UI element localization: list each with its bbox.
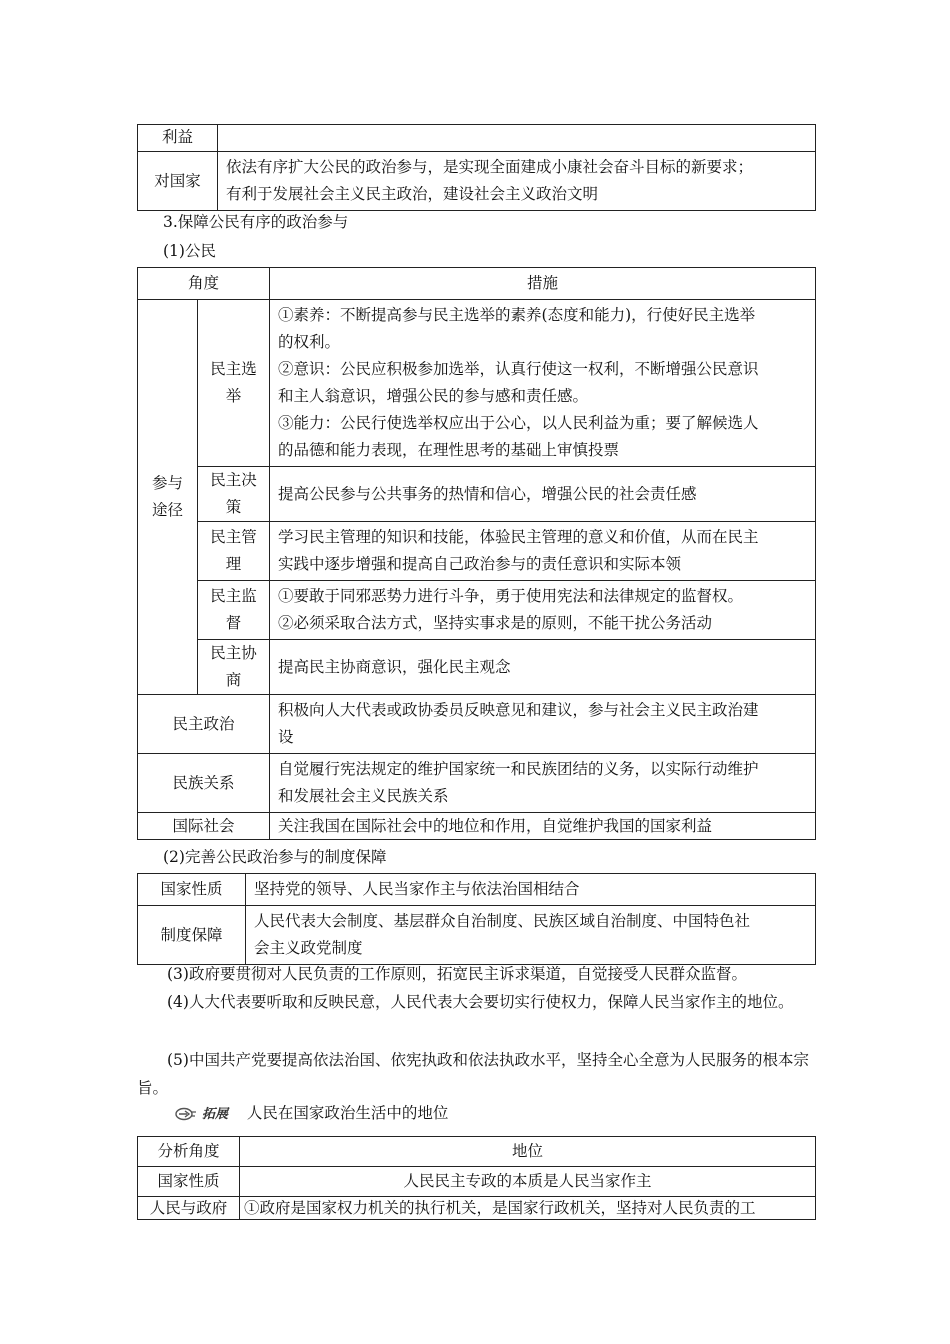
table-row bbox=[138, 1167, 816, 1197]
group-label bbox=[138, 300, 198, 695]
table-cell-label: 利益 bbox=[138, 125, 218, 152]
text-line: 人民代表大会制度、基层群众自治制度、民族区域自治制度、中国特色社 bbox=[254, 912, 751, 930]
text-line: 和发展社会主义民族关系 bbox=[278, 787, 449, 805]
sub-label-line: 商 bbox=[225, 671, 242, 689]
paragraph: (5)中国共产党要提高依法治国、依宪执政和依法执政水平，坚持全心全意为人民服务的根本宗旨。 bbox=[137, 1051, 809, 1097]
row-label: 制度保障 bbox=[138, 906, 246, 965]
sub-label-line: 民主管 bbox=[210, 528, 257, 546]
table-cell-content bbox=[246, 874, 816, 906]
sub-label-line: 理 bbox=[225, 555, 242, 573]
sub-label bbox=[198, 581, 270, 640]
text-line: 设 bbox=[278, 728, 294, 746]
table-row bbox=[138, 152, 816, 211]
text-line: ①要敢于同邪恶势力进行斗争，勇于使用宪法和法律规定的监督权。 bbox=[278, 587, 744, 605]
text-line: 的权利。 bbox=[278, 333, 341, 351]
text-line: ②意识：公民应积极参加选举，认真行使这一权利，不断增强公民意识 bbox=[278, 360, 759, 378]
text-line: 的品德和能力表现，在理性思考的基础上审慎投票 bbox=[278, 441, 620, 459]
row-label: 国家性质 bbox=[138, 874, 246, 906]
row-label: 民主政治 bbox=[138, 695, 270, 754]
sub-label bbox=[198, 522, 270, 581]
sub-label-line: 举 bbox=[225, 387, 242, 405]
text-line: 积极向人大代表或政协委员反映意见和建议，参与社会主义民主政治建 bbox=[278, 701, 759, 719]
table-row bbox=[138, 125, 816, 152]
table-row bbox=[138, 906, 816, 965]
header-measure: 措施 bbox=[270, 268, 816, 300]
sub-label-line: 策 bbox=[225, 498, 242, 516]
table-citizen-participation-significance bbox=[137, 124, 816, 211]
table-people-status bbox=[137, 1136, 816, 1220]
measure-cell bbox=[270, 640, 816, 695]
table-row bbox=[138, 522, 816, 581]
expand-heading bbox=[175, 1099, 448, 1129]
table-row bbox=[138, 467, 816, 522]
section-heading: 3.保障公民有序的政治参与 bbox=[163, 213, 349, 231]
header-angle: 角度 bbox=[138, 268, 270, 300]
text-line: 会主义政党制度 bbox=[254, 939, 363, 957]
table-institutional-guarantee bbox=[137, 873, 816, 965]
sub-label-line: 民主监 bbox=[210, 587, 257, 605]
paragraph: (4)人大代表要听取和反映民意，人民代表大会要切实行使权力，保障人民当家作主的地位。 bbox=[167, 993, 794, 1011]
measure-cell bbox=[270, 695, 816, 754]
sub-label-line: 民主协 bbox=[210, 644, 257, 662]
measure-cell bbox=[270, 522, 816, 581]
sub-label bbox=[198, 467, 270, 522]
text-line: 提高民主协商意识，强化民主观念 bbox=[278, 657, 511, 676]
text-line: 和主人翁意识，增强公民的参与感和责任感。 bbox=[278, 387, 589, 405]
sub-label-line: 督 bbox=[225, 614, 242, 632]
sub-label-line: 民主决 bbox=[210, 471, 257, 489]
table-cell-content bbox=[218, 152, 816, 211]
row-label: 国际社会 bbox=[138, 813, 270, 840]
group-label-line: 途径 bbox=[151, 501, 183, 519]
measure-cell bbox=[270, 467, 816, 522]
table-cell-content bbox=[246, 906, 816, 965]
expand-badge bbox=[175, 1099, 228, 1129]
sub-heading: (2)完善公民政治参与的制度保障 bbox=[163, 848, 387, 866]
text-line: ③能力：公民行使选举权应出于公心，以人民利益为重；要了解候选人 bbox=[278, 414, 759, 432]
table-row bbox=[138, 754, 816, 813]
text-line: 有利于发展社会主义民主政治，建设社会主义政治文明 bbox=[226, 185, 599, 203]
table-row bbox=[138, 695, 816, 754]
text-line: 依法有序扩大公民的政治参与，是实现全面建成小康社会奋斗目标的新要求； bbox=[226, 158, 754, 176]
measure-cell bbox=[270, 581, 816, 640]
row-label: 国家性质 bbox=[138, 1167, 240, 1197]
text-line: 实践中逐步增强和提高自己政治参与的责任意识和实际本领 bbox=[278, 555, 682, 573]
table-cell-label: 对国家 bbox=[138, 152, 218, 211]
sub-label bbox=[198, 300, 270, 467]
group-label-line: 参与 bbox=[151, 474, 183, 492]
sub-heading: (1)公民 bbox=[163, 242, 216, 260]
table-citizen-measures bbox=[137, 267, 816, 840]
text-line: 坚持党的领导、人民当家作主与依法治国相结合 bbox=[254, 880, 580, 898]
table-row bbox=[138, 813, 816, 840]
measure-cell bbox=[270, 813, 816, 840]
expand-badge-label: 拓展 bbox=[201, 1107, 228, 1122]
paragraph: (3)政府要贯彻对人民负责的工作原则，拓宽民主诉求渠道，自觉接受人民群众监督。 bbox=[167, 965, 747, 983]
measure-cell bbox=[270, 300, 816, 467]
table-cell-content: ①政府是国家权力机关的执行机关，是国家行政机关，坚持对人民负责的工 bbox=[240, 1197, 816, 1220]
sub-label bbox=[198, 640, 270, 695]
text-line: 提高公民参与公共事务的热情和信心，增强公民的社会责任感 bbox=[278, 484, 697, 503]
sub-label-line: 民主选 bbox=[210, 360, 257, 378]
expand-title: 人民在国家政治生活中的地位 bbox=[246, 1104, 449, 1122]
table-row bbox=[138, 640, 816, 695]
text-line: 关注我国在国际社会中的地位和作用，自觉维护我国的国家利益 bbox=[278, 817, 713, 835]
table-row bbox=[138, 1197, 816, 1220]
text-line: 自觉履行宪法规定的维护国家统一和民族团结的义务，以实际行动维护 bbox=[278, 760, 759, 778]
hand-pointer-icon bbox=[175, 1107, 197, 1121]
table-row bbox=[138, 874, 816, 906]
text-line: 学习民主管理的知识和技能，体验民主管理的意义和价值，从而在民主 bbox=[278, 528, 759, 546]
header-col1: 分析角度 bbox=[138, 1137, 240, 1167]
text-line: ①素养：不断提高参与民主选举的素养(态度和能力)，行使好民主选举 bbox=[278, 306, 756, 324]
table-header-row bbox=[138, 268, 816, 300]
table-header-row bbox=[138, 1137, 816, 1167]
measure-cell bbox=[270, 754, 816, 813]
row-label: 民族关系 bbox=[138, 754, 270, 813]
table-row bbox=[138, 581, 816, 640]
table-row bbox=[138, 300, 816, 467]
text-line: ②必须采取合法方式，坚持实事求是的原则，不能干扰公务活动 bbox=[278, 614, 713, 632]
row-label: 人民与政府 bbox=[138, 1197, 240, 1220]
table-cell-content: 人民民主专政的本质是人民当家作主 bbox=[240, 1167, 816, 1197]
header-col2: 地位 bbox=[240, 1137, 816, 1167]
table-cell-content bbox=[218, 125, 816, 152]
